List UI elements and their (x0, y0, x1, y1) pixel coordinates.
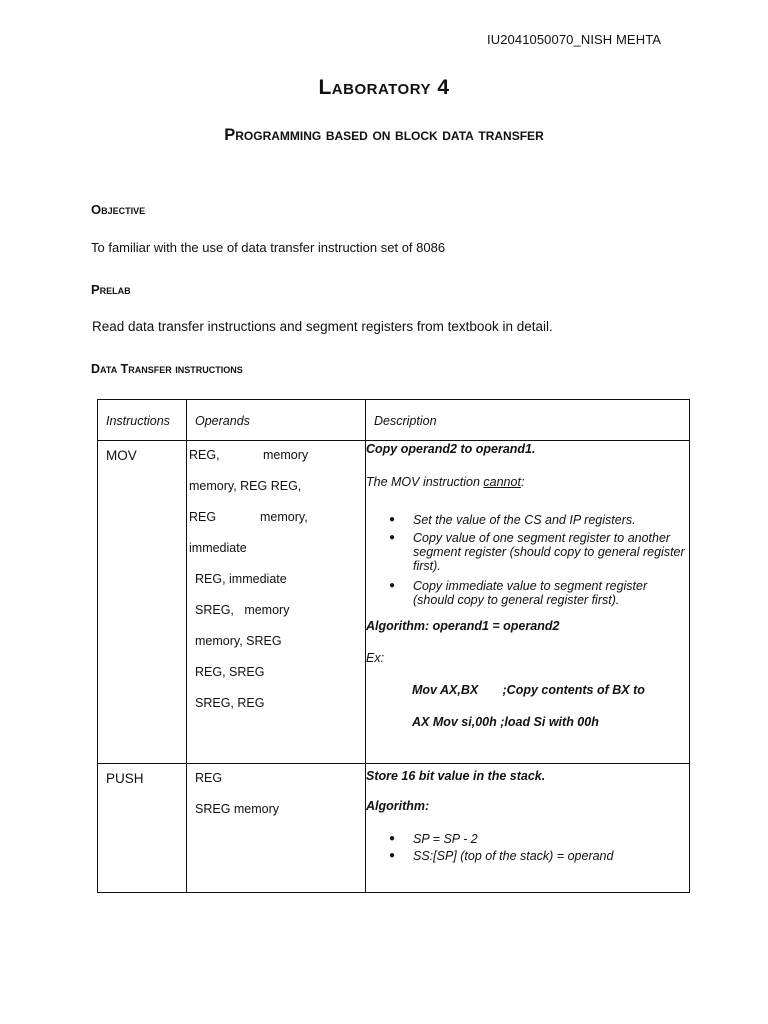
list-item: ● Copy value of one segment register to another segment register (should copy to general register first). (413, 531, 689, 573)
operand-line: SREG, memory (195, 603, 290, 617)
instruction-table (97, 399, 690, 893)
mov-algorithm: Algorithm: operand1 = operand2 (366, 619, 560, 633)
page-subtitle: Programming based on block data transfer (224, 126, 544, 144)
prelab-text: Read data transfer instructions and segment registers from textbook in detail. (92, 319, 553, 334)
table-header-row (98, 400, 690, 441)
header-instructions: Instructions (98, 400, 187, 441)
push-instruction-name: PUSH (106, 771, 144, 786)
operand-line: memory (263, 448, 309, 462)
mov-description-cell (366, 441, 690, 764)
push-algorithm-list (366, 832, 689, 863)
operand-line: REG (189, 510, 217, 524)
mov-example-line: Mov AX,BX ;Copy contents of BX to (412, 683, 645, 697)
mov-operands-cell (187, 441, 366, 764)
list-item: ● Set the value of the CS and IP registers. (413, 513, 689, 527)
push-desc-title: Store 16 bit value in the stack. (366, 769, 546, 783)
push-algorithm: Algorithm: (366, 799, 430, 813)
push-operands-cell (187, 764, 366, 893)
page-title: Laboratory 4 (318, 76, 450, 99)
operand-line: REG (195, 771, 223, 785)
push-instruction-cell (98, 764, 187, 893)
list-item: ● Copy immediate value to segment register (should copy to general register first). (413, 579, 689, 607)
objective-text: To familiar with the use of data transfer instruction set of 8086 (91, 240, 446, 255)
push-description-cell (366, 764, 690, 893)
prelab-heading: Prelab (91, 282, 131, 297)
list-item: ● SS:[SP] (top of the stack) = operand (413, 849, 689, 863)
operand-line: SREG, REG (195, 696, 265, 710)
mov-example-line: AX Mov si,00h ;load Si with 00h (412, 715, 599, 729)
objective-heading: Objective (91, 202, 146, 217)
header-operands: Operands (187, 400, 366, 441)
table-row-push (98, 764, 690, 893)
data-transfer-heading: Data Transfer instructions (91, 362, 243, 376)
operand-line: memory, SREG (195, 634, 282, 648)
operand-line: immediate (189, 541, 247, 555)
mov-desc-title: Copy operand2 to operand1. (366, 442, 536, 456)
operand-line: REG, immediate (195, 572, 287, 586)
page-header-author: IU2041050070_NISH MEHTA (487, 32, 662, 47)
table-row-mov (98, 441, 690, 764)
header-description: Description (366, 400, 690, 441)
operand-line: REG, (189, 448, 220, 462)
operand-line: REG, SREG (195, 665, 265, 679)
operand-line: memory, (260, 510, 308, 524)
mov-instruction-cell (98, 441, 187, 764)
mov-instruction-name: MOV (106, 448, 137, 463)
mov-cannot-line: The MOV instruction cannot: (366, 475, 525, 489)
operand-line: memory, REG REG, (189, 479, 302, 493)
mov-example-label: Ex: (366, 651, 385, 665)
list-item: ● SP = SP - 2 (413, 832, 689, 846)
mov-cannot-list (366, 513, 689, 607)
operand-line: SREG memory (195, 802, 280, 816)
